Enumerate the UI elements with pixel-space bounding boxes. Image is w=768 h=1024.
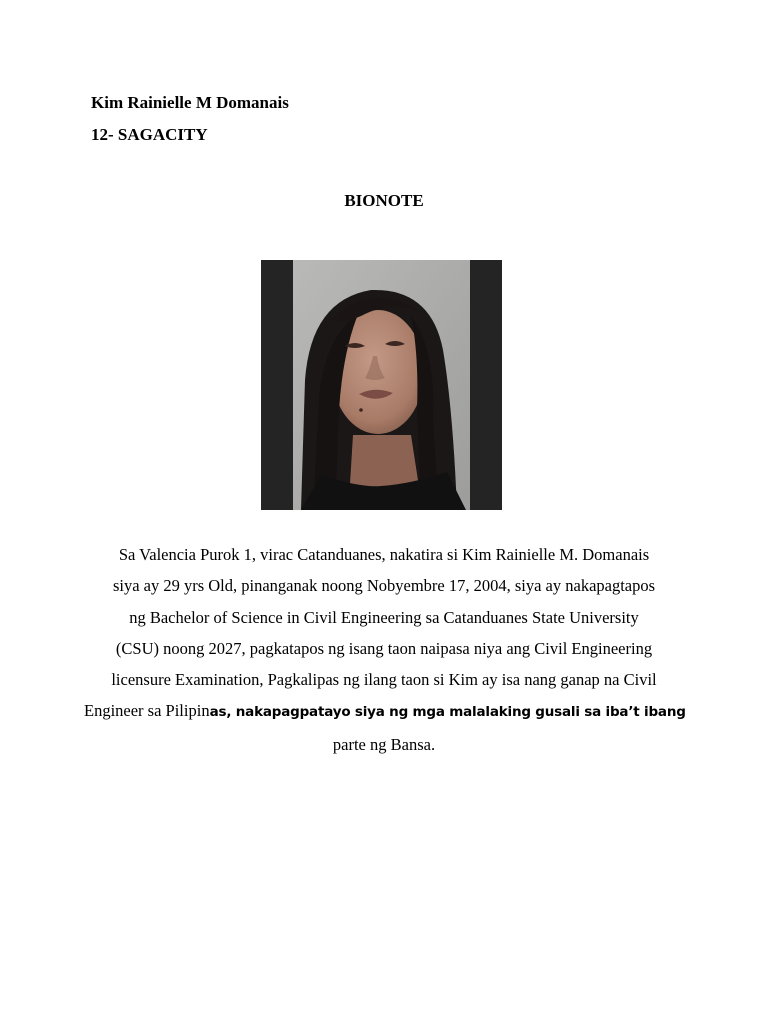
bio-line-emphasis: as, nakapagpatayo siya ng mga malalaking gusali sa iba’t ibang — [209, 704, 686, 721]
bio-line: ng Bachelor of Science in Civil Engineering sa Catanduanes State University — [129, 607, 639, 627]
bio-line-start: Engineer sa Pilipin — [84, 701, 210, 721]
section-label: 12- SAGACITY — [91, 125, 208, 144]
bio-paragraph — [84, 539, 684, 760]
bio-line: parte ng Bansa. — [332, 734, 436, 754]
document-title: BIONOTE — [344, 191, 424, 210]
bio-line-mixed — [84, 695, 684, 728]
bio-line: (CSU) noong 2027, pagkatapos ng isang taon naipasa niya ang Civil Engineering — [115, 638, 653, 658]
bio-line: licensure Examination, Pagkalipas ng ilang taon si Kim ay isa nang ganap na Civil — [111, 670, 657, 690]
bio-line: Sa Valencia Purok 1, virac Catanduanes, nakatira si Kim Rainielle M. Domanais — [118, 545, 650, 564]
bio-line: siya ay 29 yrs Old, pinanganak noong Nobyembre 17, 2004, siya ay nakapagtapos — [112, 576, 656, 596]
student-name: Kim Rainielle M Domanais — [91, 93, 289, 112]
portrait-photo — [261, 260, 502, 510]
